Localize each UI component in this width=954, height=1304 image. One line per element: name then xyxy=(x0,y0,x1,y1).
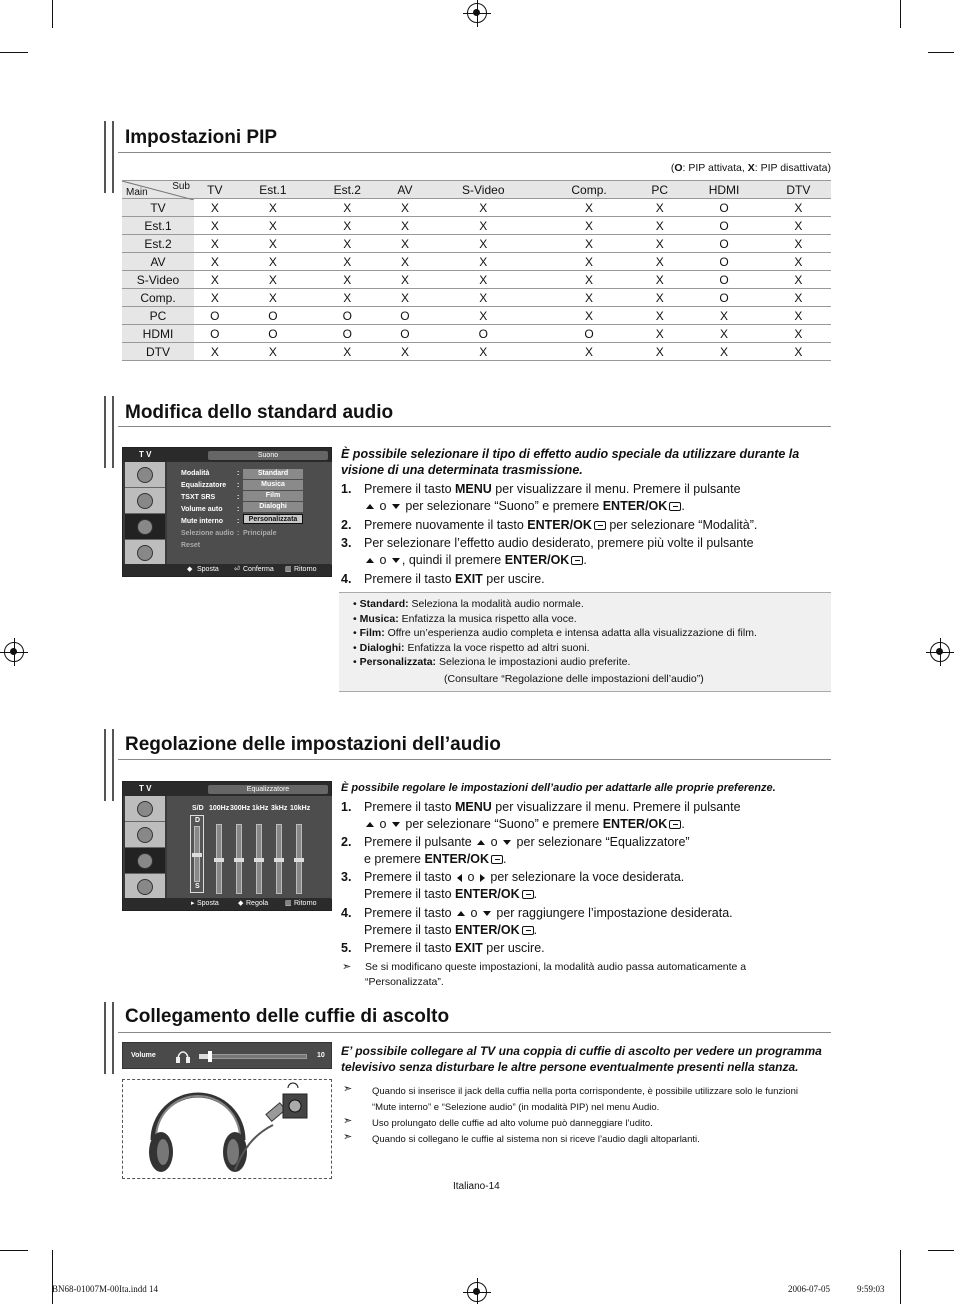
volume-knob xyxy=(208,1051,212,1062)
eq-band-label: 3kHz xyxy=(271,805,288,812)
table-cell: X xyxy=(637,235,682,253)
column-header: PC xyxy=(637,181,682,199)
sound-tab-icon xyxy=(137,853,153,869)
down-arrow-icon xyxy=(392,822,400,827)
column-header: S-Video xyxy=(426,181,541,199)
step: 1. Premere il tasto MENU per visualizzare il menu. Premere il pulsante o per selezionare “Suono” e premere ENTER/OK . xyxy=(341,482,741,513)
menu-colon: : xyxy=(237,494,240,501)
table-cell: X xyxy=(384,253,425,271)
corner-main: Main xyxy=(126,187,148,198)
channel-tab-icon xyxy=(137,545,153,561)
eq-band-slider xyxy=(256,824,262,894)
sound-menu-screenshot xyxy=(122,447,332,577)
step: 2. Premere il pulsante o per selezionare “Equalizzatore” e premere ENTER/OK . xyxy=(341,835,690,866)
picture-tab-icon xyxy=(137,827,153,843)
crop-mark xyxy=(900,1250,901,1304)
headphones-connection-icon xyxy=(123,1080,331,1178)
table-cell: O xyxy=(682,271,765,289)
left-right-icon: ▸ xyxy=(191,900,195,907)
right-arrow-icon xyxy=(480,874,485,882)
table-cell: X xyxy=(310,199,384,217)
column-header: HDMI xyxy=(682,181,765,199)
menu-tab xyxy=(125,488,165,514)
table-cell: X xyxy=(637,325,682,343)
table-cell: O xyxy=(236,325,310,343)
slider-knob xyxy=(294,858,304,862)
left-arrow-icon xyxy=(457,874,462,882)
row-header: Comp. xyxy=(122,289,194,307)
menu-tab xyxy=(125,796,165,822)
enter-icon: ⏎ xyxy=(234,566,240,573)
audio-modes-box xyxy=(339,592,831,692)
table-cell: X xyxy=(541,307,637,325)
table-cell: X xyxy=(541,271,637,289)
up-arrow-icon xyxy=(366,504,374,509)
menu-title: Suono xyxy=(208,451,328,460)
row-header: TV xyxy=(122,199,194,217)
row-header: DTV xyxy=(122,343,194,361)
table-row xyxy=(122,325,831,343)
eq-band-slider xyxy=(216,824,222,894)
registration-mark-icon xyxy=(4,642,24,662)
registration-mark-icon xyxy=(930,642,950,662)
menu-footer: ◆ Sposta ⏎ Conferma ▥ Ritorno xyxy=(123,564,331,576)
table-cell: O xyxy=(426,325,541,343)
eq-sd-label: S/D xyxy=(192,805,204,812)
table-row xyxy=(122,199,831,217)
picture-tab-icon xyxy=(137,467,153,483)
note-arrow-icon: ➣ xyxy=(343,1083,353,1095)
eq-band-label: 100Hz xyxy=(209,805,230,812)
table-cell: X xyxy=(310,235,384,253)
list-item: • Film: Offre un’esperienza audio completa e intensa adatta alla visualizzazione di film. xyxy=(353,627,757,640)
menu-colon: : xyxy=(237,530,240,537)
menu-label-disabled: Selezione audio xyxy=(181,530,234,537)
section-rule xyxy=(118,426,831,427)
row-header: HDMI xyxy=(122,325,194,343)
menu-tab-sound xyxy=(125,514,165,540)
list-item: • Standard: Seleziona la modalità audio normale. xyxy=(353,598,584,610)
table-cell: X xyxy=(194,217,236,235)
table-cell: X xyxy=(682,307,765,325)
table-cell: X xyxy=(541,343,637,361)
table-cell: X xyxy=(637,253,682,271)
volume-osd xyxy=(122,1042,332,1069)
menu-colon: : xyxy=(237,470,240,477)
table-cell: X xyxy=(194,199,236,217)
section-title-audio-settings: Regolazione delle impostazioni dell’audio xyxy=(125,734,501,755)
table-cell: X xyxy=(426,253,541,271)
menu-colon: : xyxy=(237,518,240,525)
menu-tab-sound xyxy=(125,848,165,874)
down-arrow-icon xyxy=(503,840,511,845)
crop-mark xyxy=(52,1250,53,1304)
volume-bar xyxy=(199,1054,307,1059)
table-cell: X xyxy=(426,289,541,307)
menu-title: Equalizzatore xyxy=(208,785,328,794)
table-cell: X xyxy=(766,307,831,325)
enter-icon xyxy=(669,502,681,511)
table-cell: X xyxy=(541,217,637,235)
table-cell: X xyxy=(426,343,541,361)
corner-sub: Sub xyxy=(172,181,190,192)
table-cell: X xyxy=(766,343,831,361)
enter-icon xyxy=(491,855,503,864)
crop-mark xyxy=(900,0,901,28)
slider-knob xyxy=(274,858,284,862)
table-cell: X xyxy=(310,343,384,361)
table-cell: X xyxy=(541,235,637,253)
table-cell: X xyxy=(236,343,310,361)
menu-tab xyxy=(125,540,165,566)
channel-tab-icon xyxy=(137,879,153,895)
registration-mark-icon xyxy=(467,1282,487,1302)
table-row xyxy=(122,289,831,307)
crop-mark xyxy=(0,52,28,53)
enter-icon xyxy=(522,890,534,899)
section-bar xyxy=(104,121,114,193)
slider-knob xyxy=(234,858,244,862)
table-cell: X xyxy=(236,235,310,253)
step: 4. Premere il tasto o per raggiungere l’impostazione desiderata. Premere il tasto ENTER/OK . xyxy=(341,906,733,937)
up-arrow-icon xyxy=(457,911,465,916)
down-arrow-icon xyxy=(392,504,400,509)
table-cell: X xyxy=(426,217,541,235)
eq-balance-slider xyxy=(194,826,200,882)
menu-option: Standard xyxy=(243,469,303,479)
step: 5. Premere il tasto EXIT per uscire. xyxy=(341,941,545,955)
table-cell: X xyxy=(637,271,682,289)
eq-d-label: D xyxy=(195,817,201,824)
up-arrow-icon xyxy=(366,822,374,827)
headphones-illustration xyxy=(122,1079,332,1179)
table-cell: X xyxy=(384,271,425,289)
headphones-note: Quando si collegano le cuffie al sistema non si riceve l’audio dagli altoparlanti. xyxy=(372,1134,700,1145)
column-header: Comp. xyxy=(541,181,637,199)
menu-label: TSXT SRS xyxy=(181,494,216,501)
menu-label: Equalizzatore xyxy=(181,482,227,489)
step: 1. Premere il tasto MENU per visualizzare il menu. Premere il pulsante o per selezionare “Suono” e premere ENTER/OK . xyxy=(341,800,741,831)
table-cell: X xyxy=(682,325,765,343)
table-cell: X xyxy=(310,289,384,307)
section-title-pip: Impostazioni PIP xyxy=(125,127,278,148)
list-item: • Musica: Enfatizza la musica rispetto alla voce. xyxy=(353,612,577,625)
eq-band-label: 1kHz xyxy=(252,805,269,812)
return-icon: ▥ xyxy=(285,900,292,907)
section-rule xyxy=(118,152,831,153)
slider-knob xyxy=(192,853,202,857)
down-arrow-icon xyxy=(392,558,400,563)
table-cell: O xyxy=(194,325,236,343)
step: 3. Per selezionare l’effetto audio desiderato, premere più volte il pulsante o , quindi il premere ENTER/OK . xyxy=(341,536,754,567)
footer-file: BN68-01007M-00Ita.indd 14 xyxy=(52,1284,158,1294)
table-cell: X xyxy=(426,199,541,217)
slider-knob xyxy=(254,858,264,862)
return-icon: ▥ xyxy=(285,566,292,573)
table-row xyxy=(122,271,831,289)
table-cell: X xyxy=(766,289,831,307)
table-cell: X xyxy=(426,235,541,253)
table-cell: O xyxy=(194,307,236,325)
pip-legend: (O: PIP attivata, X: PIP disattivata) xyxy=(670,162,831,174)
pip-table xyxy=(122,180,831,361)
headphones-note: Quando si inserisce il jack della cuffia nella porta corrispondente, è possibile utilizzare solo le funzioni “Mute interno” e “Selezione audio” (in modalità PIP) nel menu Audio. xyxy=(372,1086,798,1113)
menu-label: Modalità xyxy=(181,470,210,477)
column-header: AV xyxy=(384,181,425,199)
row-header: PC xyxy=(122,307,194,325)
page-number: Italiano-14 xyxy=(453,1181,500,1192)
volume-label: Volume xyxy=(131,1052,156,1059)
menu-option: Musica xyxy=(243,480,303,490)
list-item: • Dialoghi: Enfatizza la voce rispetto ad altri suoni. xyxy=(353,641,590,654)
enter-icon xyxy=(522,926,534,935)
row-header: AV xyxy=(122,253,194,271)
table-cell: X xyxy=(682,343,765,361)
table-cell: X xyxy=(766,217,831,235)
crop-mark xyxy=(928,52,954,53)
note-arrow-icon: ➣ xyxy=(343,1131,353,1143)
table-cell: X xyxy=(236,199,310,217)
menu-tab xyxy=(125,874,165,900)
headphones-intro: E’ possibile collegare al TV una coppia di cuffie di ascolto per vedere un programma televisivo senza disturbare le altre persone eventualmente presenti nella stanza. xyxy=(341,1044,822,1074)
table-cell: X xyxy=(541,253,637,271)
table-header-row xyxy=(122,181,831,199)
table-cell: X xyxy=(194,289,236,307)
table-cell: O xyxy=(541,325,637,343)
eq-band-label: 10kHz xyxy=(290,805,311,812)
table-cell: X xyxy=(426,271,541,289)
table-row xyxy=(122,235,831,253)
enter-icon xyxy=(594,521,606,530)
menu-option: Film xyxy=(243,491,303,501)
table-cell: X xyxy=(637,343,682,361)
table-cell: X xyxy=(766,253,831,271)
sound-tab-icon xyxy=(137,519,153,535)
section-title-headphones: Collegamento delle cuffie di ascolto xyxy=(125,1006,450,1027)
note-arrow-icon: ➣ xyxy=(342,961,352,973)
table-cell: X xyxy=(310,217,384,235)
table-cell: O xyxy=(682,199,765,217)
step: 2. Premere nuovamente il tasto ENTER/OK per selezionare “Modalità”. xyxy=(341,518,758,532)
table-cell: X xyxy=(194,343,236,361)
section-rule xyxy=(118,1032,831,1033)
crop-mark xyxy=(0,1250,28,1251)
up-down-icon: ◆ xyxy=(238,900,244,907)
note-arrow-icon: ➣ xyxy=(343,1115,353,1127)
table-cell: X xyxy=(236,217,310,235)
table-row xyxy=(122,307,831,325)
section-bar xyxy=(104,1002,114,1074)
menu-colon: : xyxy=(237,482,240,489)
table-cell: X xyxy=(766,235,831,253)
table-corner xyxy=(122,181,194,199)
crop-mark xyxy=(928,1250,954,1251)
table-cell: X xyxy=(384,217,425,235)
table-cell: X xyxy=(194,271,236,289)
table-cell: O xyxy=(384,325,425,343)
audio-settings-intro: È possibile regolare le impostazioni dell’audio per adattarle alle proprie preferenze. xyxy=(341,782,776,794)
section-title-audio-standard: Modifica dello standard audio xyxy=(125,402,394,423)
section-bar xyxy=(104,396,114,468)
list-item: • Personalizzata: Seleziona le impostazioni audio preferite. xyxy=(353,656,631,669)
table-cell: X xyxy=(310,271,384,289)
row-header: Est.1 xyxy=(122,217,194,235)
menu-tv-label: T V xyxy=(139,450,152,459)
table-cell: X xyxy=(766,325,831,343)
menu-colon: : xyxy=(237,506,240,513)
table-cell: X xyxy=(426,307,541,325)
column-header: TV xyxy=(194,181,236,199)
menu-tv-label: T V xyxy=(139,784,152,793)
menu-value: Principale xyxy=(243,530,277,537)
headphones-note: Uso prolungato delle cuffie ad alto volume può danneggiare l’udito. xyxy=(372,1118,653,1129)
eq-band-slider xyxy=(236,824,242,894)
table-row xyxy=(122,343,831,361)
enter-icon xyxy=(571,556,583,565)
table-cell: X xyxy=(637,289,682,307)
consult-note: (Consultare “Regolazione delle impostazioni dell’audio”) xyxy=(444,673,704,685)
eq-band-slider xyxy=(276,824,282,894)
menu-label: Volume auto xyxy=(181,506,223,513)
enter-icon xyxy=(669,820,681,829)
table-row xyxy=(122,217,831,235)
slider-knob xyxy=(214,858,224,862)
menu-label-disabled: Reset xyxy=(181,542,201,549)
table-cell: X xyxy=(236,253,310,271)
menu-tab xyxy=(125,462,165,488)
menu-footer: ▸ Sposta ◆ Regola ▥ Ritorno xyxy=(123,898,331,910)
table-cell: X xyxy=(541,289,637,307)
table-cell: X xyxy=(194,253,236,271)
table-row xyxy=(122,253,831,271)
table-cell: O xyxy=(682,217,765,235)
crop-mark xyxy=(52,0,53,28)
menu-option: Dialoghi xyxy=(243,502,303,512)
section-bar xyxy=(104,729,114,801)
table-cell: X xyxy=(637,217,682,235)
table-cell: O xyxy=(384,307,425,325)
move-icon: ◆ xyxy=(187,566,193,573)
table-cell: X xyxy=(384,289,425,307)
row-header: Est.2 xyxy=(122,235,194,253)
registration-mark-icon xyxy=(467,3,487,23)
equalizer-menu-screenshot xyxy=(122,781,332,911)
picture-tab-icon xyxy=(137,801,153,817)
table-cell: O xyxy=(236,307,310,325)
eq-s-label: S xyxy=(195,883,200,890)
table-cell: O xyxy=(682,253,765,271)
row-header: S-Video xyxy=(122,271,194,289)
volume-value: 10 xyxy=(317,1052,325,1059)
up-arrow-icon xyxy=(477,840,485,845)
section-rule xyxy=(118,759,831,760)
table-cell: X xyxy=(541,199,637,217)
table-cell: X xyxy=(766,199,831,217)
menu-tab xyxy=(125,822,165,848)
table-cell: X xyxy=(766,271,831,289)
table-cell: X xyxy=(236,271,310,289)
table-cell: O xyxy=(682,289,765,307)
column-header: Est.1 xyxy=(236,181,310,199)
table-cell: X xyxy=(384,199,425,217)
table-cell: X xyxy=(384,343,425,361)
eq-band-slider xyxy=(296,824,302,894)
table-cell: O xyxy=(310,307,384,325)
eq-band-label: 300Hz xyxy=(230,805,251,812)
table-cell: X xyxy=(236,289,310,307)
equalizer-note: Se si modificano queste impostazioni, la modalità audio passa automaticamente a “Personalizzata”. xyxy=(365,961,747,988)
table-cell: X xyxy=(310,253,384,271)
table-cell: X xyxy=(637,307,682,325)
table-cell: X xyxy=(194,235,236,253)
step: 3. Premere il tasto o per selezionare la voce desiderata. Premere il tasto ENTER/OK . xyxy=(341,870,685,901)
up-arrow-icon xyxy=(366,558,374,563)
column-header: Est.2 xyxy=(310,181,384,199)
audio-standard-intro: È possibile selezionare il tipo di effetto audio speciale da utilizzare durante la visione di una determinata trasmissione. xyxy=(341,447,800,477)
step: 4. Premere il tasto EXIT per uscire. xyxy=(341,572,545,586)
table-cell: X xyxy=(637,199,682,217)
footer-date: 2006-07-05 xyxy=(788,1284,830,1294)
picture-tab-icon xyxy=(137,493,153,509)
menu-label: Mute interno xyxy=(181,518,223,525)
column-header: DTV xyxy=(766,181,831,199)
footer-time: 9:59:03 xyxy=(857,1284,885,1294)
table-cell: O xyxy=(310,325,384,343)
table-cell: X xyxy=(384,235,425,253)
menu-option-selected: Personalizzata xyxy=(243,514,303,524)
down-arrow-icon xyxy=(483,911,491,916)
table-cell: O xyxy=(682,235,765,253)
headphone-icon xyxy=(175,1047,191,1065)
